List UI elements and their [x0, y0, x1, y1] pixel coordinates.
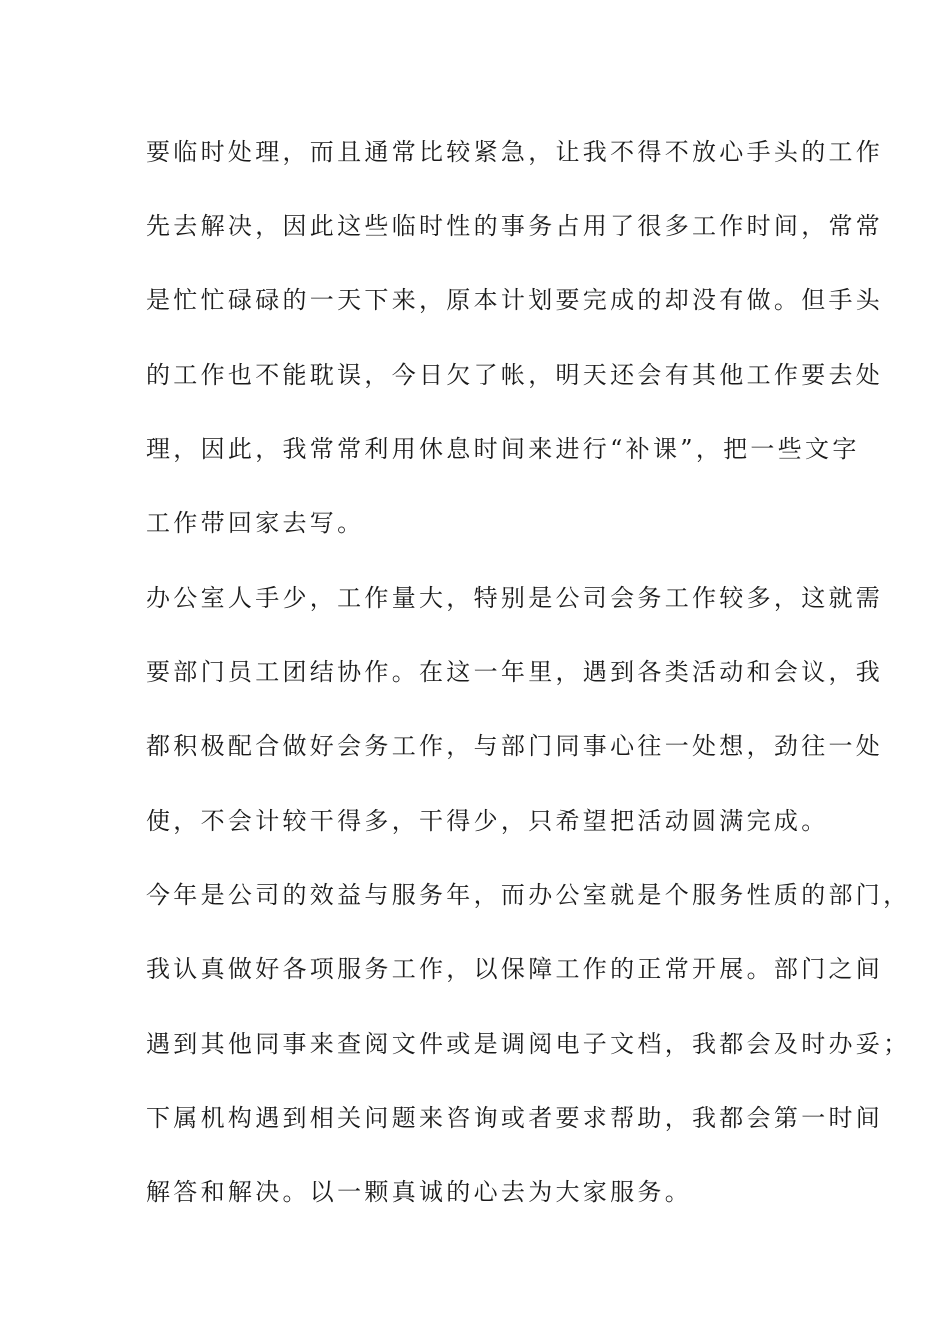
- text-line: 今年是公司的效益与服务年，而办公室就是个服务性质的部门，: [146, 881, 911, 909]
- text-line: 解答和解决。以一颗真诚的心去为大家服务。: [146, 1178, 692, 1206]
- text-line: 是忙忙碌碌的一天下来，原本计划要完成的却没有做。但手头: [146, 286, 884, 314]
- text-line: 要部门员工团结协作。在这一年里，遇到各类活动和会议，我: [146, 658, 884, 686]
- text-line: 工作带回家去写。: [146, 509, 365, 537]
- text-line: 先去解决，因此这些临时性的事务占用了很多工作时间，常常: [146, 212, 884, 240]
- text-line: 遇到其他同事来查阅文件或是调阅电子文档，我都会及时办妥；: [146, 1030, 911, 1058]
- text-line: 要临时处理，而且通常比较紧急，让我不得不放心手头的工作: [146, 138, 884, 166]
- text-line: 下属机构遇到相关问题来咨询或者要求帮助，我都会第一时间: [146, 1104, 884, 1132]
- text-line: 的工作也不能耽误，今日欠了帐，明天还会有其他工作要去处: [146, 361, 884, 389]
- text-line: 都积极配合做好会务工作，与部门同事心往一处想，劲往一处: [146, 732, 884, 760]
- text-line: 办公室人手少，工作量大，特别是公司会务工作较多，这就需: [146, 584, 884, 612]
- text-line: 理，因此，我常常利用休息时间来进行“补课”，把一些文字: [146, 435, 860, 463]
- text-line: 使，不会计较干得多，干得少，只希望把活动圆满完成。: [146, 807, 829, 835]
- text-line: 我认真做好各项服务工作，以保障工作的正常开展。部门之间: [146, 955, 884, 983]
